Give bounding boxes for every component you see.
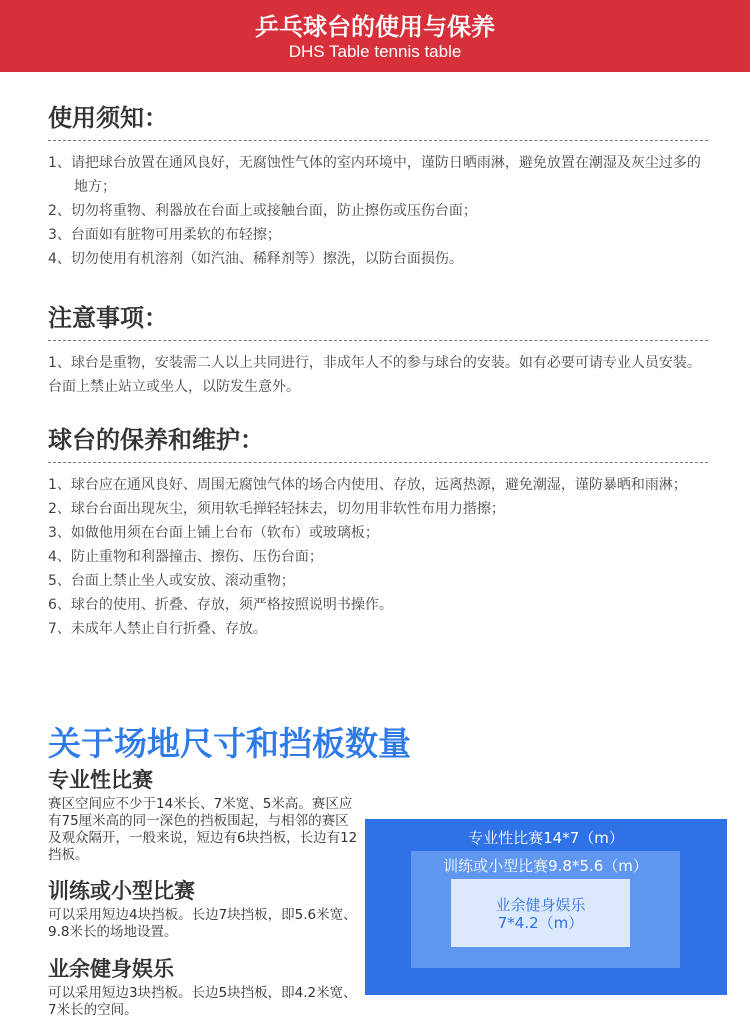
list-item: 3、台面如有脏物可用柔软的布轻擦； [48, 227, 281, 243]
list-item: 1、请把球台放置在通风良好，无腐蚀性气体的室内环境中，谨防日晒雨淋，避免放置在潮湿及灰尘过多的地方； [48, 155, 701, 195]
venue-heading: 训练或小型比赛 [48, 879, 195, 903]
venue-text: 可以采用短边4块挡板。长边7块挡板，即5.6米宽、9.8米长的场地设置。 [48, 907, 357, 940]
list-item: 4、切勿使用有机溶剂（如汽油、稀释剂等）擦洗，以防台面损伤。 [48, 251, 463, 267]
venue-heading: 专业性比赛 [48, 768, 153, 792]
diagram-inner-label: 业余健身娱乐 [495, 896, 586, 914]
section-title: 注意事项： [48, 302, 708, 341]
diagram-inner-box [451, 879, 630, 947]
page-subtitle: DHS Table tennis table [288, 42, 462, 61]
list-item: 5、台面上禁止坐人或安放、滚动重物； [48, 573, 295, 589]
list-item: 4、防止重物和利器撞击、擦伤、压伤台面； [48, 549, 323, 565]
diagram-middle-label: 训练或小型比赛9.8*5.6（m） [443, 857, 648, 875]
page-title: 乒乓球台的使用与保养 [255, 13, 495, 41]
list-item: 2、球台台面出现灰尘，须用软毛掸轻轻抹去，切勿用非软性布用力揩擦； [48, 501, 505, 517]
list-item: 6、球台的使用、折叠、存放，须严格按照说明书操作。 [48, 597, 393, 613]
list-item: 7、未成年人禁止自行折叠、存放。 [48, 621, 267, 637]
section-title: 使用须知： [48, 102, 708, 141]
header-banner [0, 0, 750, 72]
section-maintenance [48, 424, 708, 641]
section-usage [48, 102, 708, 271]
venue-heading: 业余健身娱乐 [48, 957, 174, 981]
list-item: 2、切勿将重物、利器放在台面上或接触台面，防止擦伤或压伤台面； [48, 203, 477, 219]
diagram-outer-label: 专业性比赛14*7（m） [468, 829, 624, 847]
venue-text: 赛区空间应不少于14米长、7米宽、5米高。赛区应有75厘米高的同一深色的挡板围起，与相邻的赛区及观众隔开，一般来说，短边有6块挡板，长边有12挡板。 [48, 796, 358, 863]
section-notes [48, 302, 708, 399]
list-item: 1、球台是重物，安装需二人以上共同进行，非成年人不的参与球台的安装。如有必要可请专业人员安装。台面上禁止站立或坐人，以防发生意外。 [48, 355, 701, 395]
diagram-inner-size: 7*4.2（m） [497, 914, 584, 932]
section-title: 球台的保养和维护： [48, 424, 708, 463]
venue-text: 可以采用短边3块挡板。长边5块挡板，即4.2米宽、7米长的空间。 [48, 985, 357, 1018]
venue-title: 关于场地尺寸和挡板数量 [48, 724, 411, 763]
list-item: 3、如做他用须在台面上铺上台布（软布）或玻璃板； [48, 525, 379, 541]
list-item: 1、球台应在通风良好、周围无腐蚀气体的场合内使用、存放，远离热源，避免潮湿，谨防暴晒和雨淋； [48, 477, 687, 493]
